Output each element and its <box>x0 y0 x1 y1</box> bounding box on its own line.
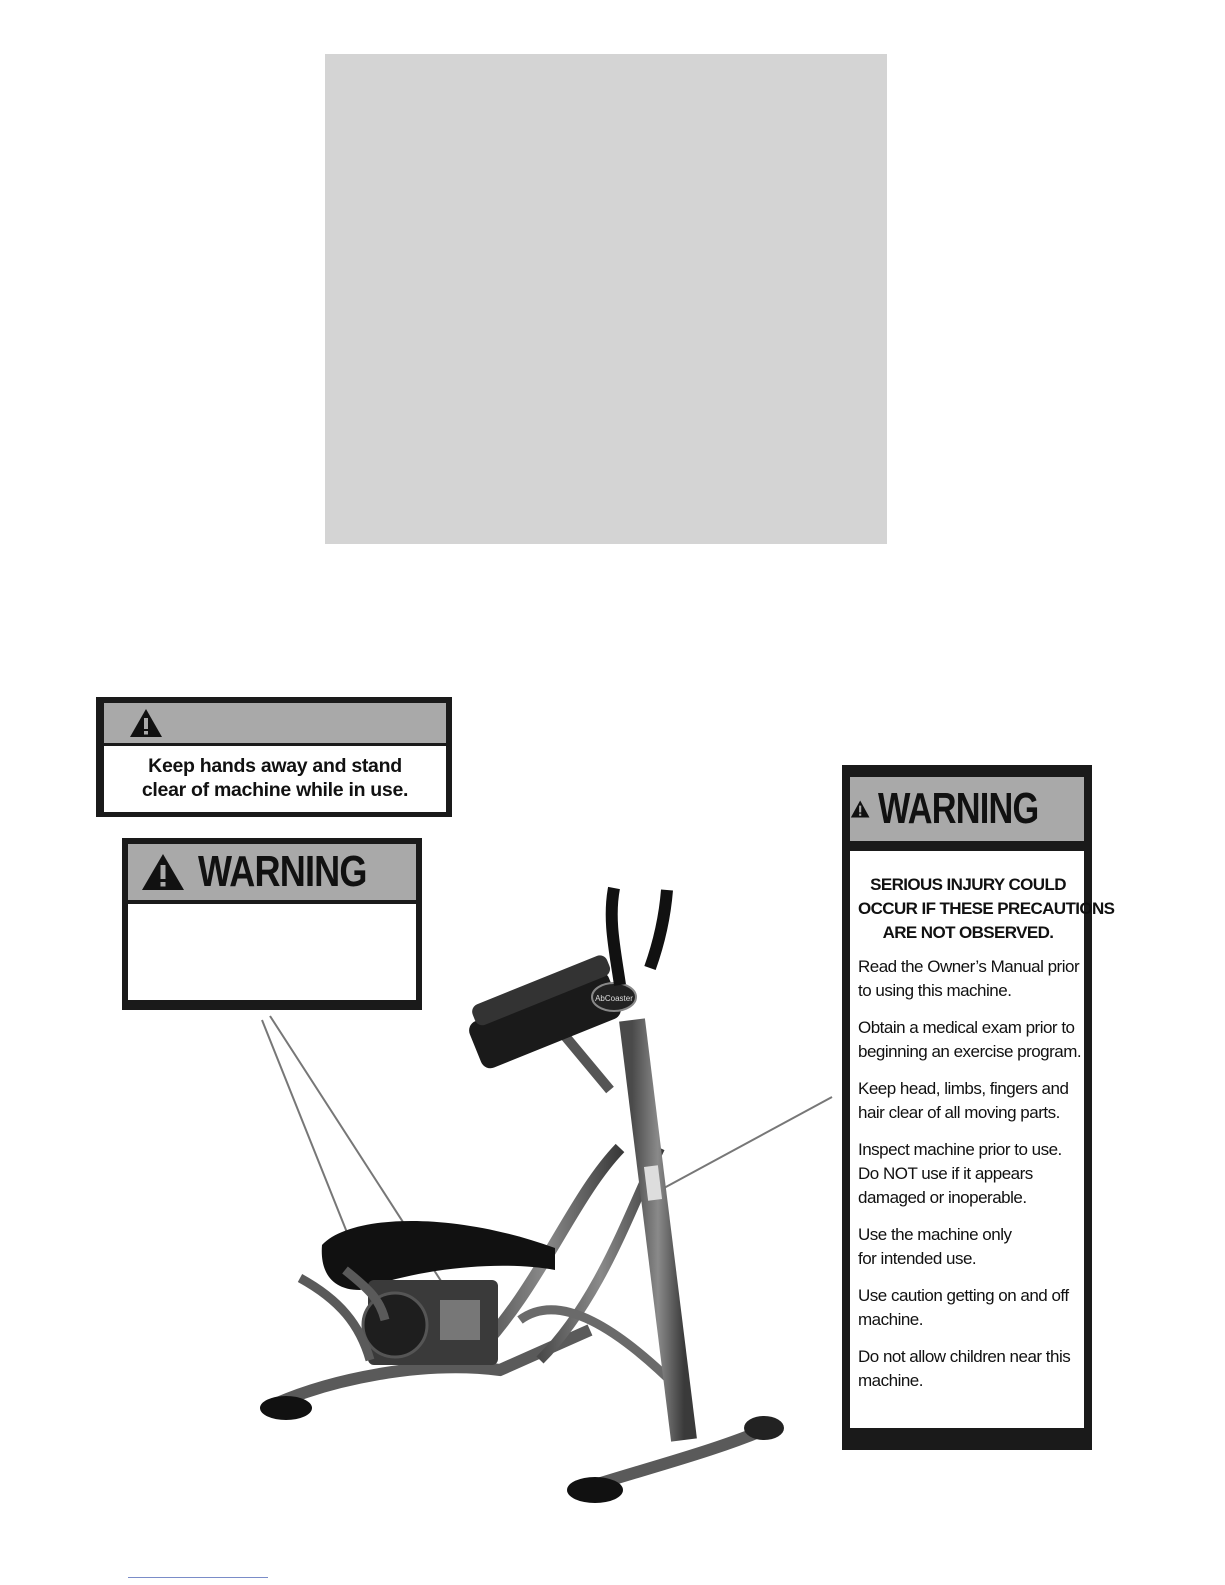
precaution-item <box>858 1077 1078 1125</box>
headline-line: ARE NOT OBSERVED. <box>882 923 1054 942</box>
signal-word: WARNING <box>198 847 367 896</box>
precaution-line: Use the machine only <box>858 1225 1012 1244</box>
headline-line: OCCUR IF THESE PRECAUTIONS <box>858 899 1115 918</box>
warning-triangle-icon <box>140 852 186 892</box>
left-handle <box>612 888 620 985</box>
precaution-line: for intended use. <box>858 1249 977 1268</box>
right-warning-body <box>850 851 1115 1428</box>
right-handle <box>650 890 667 968</box>
precaution-line: damaged or inoperable. <box>858 1188 1027 1207</box>
precaution-line: machine. <box>858 1310 923 1329</box>
precaution-item <box>858 1284 1078 1332</box>
rear-foot <box>260 1396 312 1420</box>
housing-label <box>440 1300 480 1340</box>
precaution-line: beginning an exercise program. <box>858 1042 1082 1061</box>
left-warning-body <box>128 904 416 1000</box>
warning-triangle-icon <box>850 787 870 831</box>
seat-rail <box>300 1278 370 1360</box>
front-foot-right <box>744 1416 784 1440</box>
left-warning-label <box>122 838 422 1010</box>
precaution-line: Obtain a medical exam prior to <box>858 1018 1075 1037</box>
left-warning-band <box>128 844 416 900</box>
caution-label-band <box>104 703 446 743</box>
precaution-line: Inspect machine prior to use. <box>858 1140 1062 1159</box>
caution-line: clear of machine while in use. <box>141 779 409 801</box>
signal-word: WARNING <box>878 784 1039 833</box>
caution-line: Keep hands away and stand <box>148 755 402 777</box>
precaution-line: to using this machine. <box>858 981 1012 1000</box>
right-warning-label <box>842 765 1115 1450</box>
caution-label <box>96 697 452 817</box>
warning-triangle-icon <box>128 707 164 739</box>
precaution-line: Do not allow children near this <box>858 1347 1071 1366</box>
precaution-line: Use caution getting on and off <box>858 1286 1069 1305</box>
precaution-item <box>858 1345 1078 1393</box>
precaution-item <box>858 1138 1078 1210</box>
precaution-line: Do NOT use if it appears <box>858 1164 1033 1183</box>
precaution-line: Keep head, limbs, fingers and <box>858 1079 1069 1098</box>
caution-label-text <box>104 746 446 812</box>
headline-line: SERIOUS INJURY COULD <box>870 875 1066 894</box>
precaution-item <box>858 1223 1078 1271</box>
precaution-line: machine. <box>858 1371 923 1390</box>
footer-rule <box>128 1577 268 1578</box>
pad-support <box>560 1030 610 1090</box>
main-column <box>632 1020 684 1440</box>
precaution-item <box>858 955 1078 1003</box>
right-warning-band <box>850 777 1084 841</box>
pointer-line <box>664 1097 832 1188</box>
precaution-item <box>858 1016 1082 1064</box>
brand-badge-text: AbCoaster <box>595 994 633 1003</box>
precaution-line: hair clear of all moving parts. <box>858 1103 1060 1122</box>
front-foot <box>567 1477 623 1503</box>
precaution-line: Read the Owner’s Manual prior <box>858 957 1080 976</box>
warning-headline <box>858 873 1115 945</box>
